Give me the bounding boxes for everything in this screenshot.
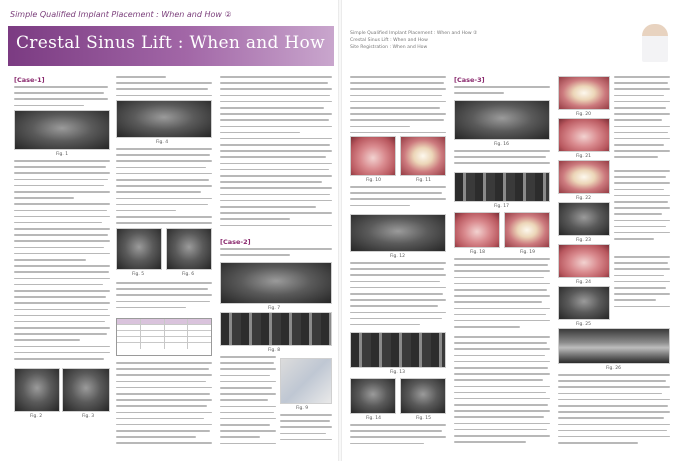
figure-caption: Fig. 20 — [576, 112, 591, 117]
right-page-header — [350, 30, 670, 64]
figure-xray — [558, 286, 610, 320]
figure-caption: Fig. 5 — [132, 272, 145, 277]
figure-caption: Fig. 4 — [156, 140, 169, 145]
figure-caption: Fig. 11 — [416, 178, 431, 183]
body-text — [116, 282, 212, 316]
figure-caption: Fig. 10 — [366, 178, 381, 183]
data-table — [116, 318, 212, 356]
figure-caption: Fig. 19 — [520, 250, 535, 255]
figure-caption: Fig. 13 — [390, 370, 405, 375]
body-text — [14, 160, 110, 366]
figure-xray — [14, 110, 110, 150]
series-item: Crestal Sinus Lift : When and How — [350, 38, 428, 43]
figure-caption: Fig. 7 — [268, 306, 281, 311]
figure-caption: Fig. 22 — [576, 196, 591, 201]
figure-caption: Fig. 18 — [470, 250, 485, 255]
article-title: Crestal Sinus Lift : When and How — [16, 33, 325, 53]
figure-xray — [62, 368, 110, 412]
figure-xray — [220, 262, 332, 304]
body-text — [116, 148, 212, 226]
figure-caption: Fig. 15 — [416, 416, 431, 421]
figure-xray — [116, 100, 212, 138]
figure-caption: Fig. 3 — [82, 414, 95, 419]
body-text — [350, 424, 446, 452]
figure-caption: Fig. 24 — [576, 280, 591, 285]
author-photo — [642, 24, 668, 62]
figure-caption: Fig. 23 — [576, 238, 591, 243]
body-text — [220, 356, 276, 452]
figure-xray — [14, 368, 60, 412]
figure-caption: Fig. 14 — [366, 416, 381, 421]
page-gutter — [338, 0, 342, 461]
figure-caption: Fig. 2 — [30, 414, 43, 419]
body-text — [116, 362, 212, 452]
body-text — [454, 86, 550, 98]
section-heading-case3: [Case-3] — [454, 76, 485, 84]
figure-xray — [454, 100, 550, 140]
figure-xray — [400, 378, 446, 414]
body-text — [220, 248, 332, 262]
body-text — [614, 170, 670, 250]
body-text — [614, 76, 670, 166]
figure-caption: Fig. 9 — [296, 406, 309, 411]
series-item: Simple Qualified Implant Placement : When and How ② — [350, 31, 478, 36]
figure-caption: Fig. 1 — [56, 152, 69, 157]
figure-clinical-photo — [454, 212, 500, 248]
figure-clinical-photo — [558, 76, 610, 110]
series-item: Site Registration : When and How — [350, 45, 428, 50]
figure-caption: Fig. 17 — [494, 204, 509, 209]
body-text — [350, 262, 446, 332]
figure-ct-scan — [350, 332, 446, 368]
series-list — [350, 30, 570, 51]
figure-caption: Fig. 26 — [606, 366, 621, 371]
body-text — [454, 150, 550, 172]
figure-ct-scan — [220, 312, 332, 346]
body-text — [280, 414, 332, 452]
figure-caption: Fig. 6 — [182, 272, 195, 277]
figure-caption: Fig. 21 — [576, 154, 591, 159]
figure-clinical-photo — [558, 160, 610, 194]
section-heading-case1: [Case-1] — [14, 76, 45, 84]
figure-xray — [350, 378, 396, 414]
figure-caption: Fig. 16 — [494, 142, 509, 147]
figure-caption: Fig. 25 — [576, 322, 591, 327]
figure-clinical-photo — [558, 118, 610, 152]
body-text — [350, 76, 446, 136]
figure-clinical-photo — [350, 136, 396, 176]
figure-clinical-photo — [400, 136, 446, 176]
figure-ct-scan — [454, 172, 550, 202]
figure-caption: Fig. 8 — [268, 348, 281, 353]
section-heading-case2: [Case-2] — [220, 238, 251, 246]
figure-panoramic-xray — [558, 328, 670, 364]
body-text — [454, 336, 550, 452]
body-text — [558, 374, 670, 452]
body-text — [220, 76, 332, 236]
figure-instrument-kit — [280, 358, 332, 404]
body-text — [454, 258, 550, 332]
figure-xray — [558, 202, 610, 236]
figure-xray — [166, 228, 212, 270]
series-label: Simple Qualified Implant Placement : When and How ② — [10, 10, 232, 19]
body-text — [350, 186, 446, 214]
body-text — [614, 256, 670, 316]
figure-clinical-photo — [558, 244, 610, 278]
figure-xray — [350, 214, 446, 252]
figure-xray — [116, 228, 162, 270]
figure-caption: Fig. 12 — [390, 254, 405, 259]
figure-clinical-photo — [504, 212, 550, 248]
